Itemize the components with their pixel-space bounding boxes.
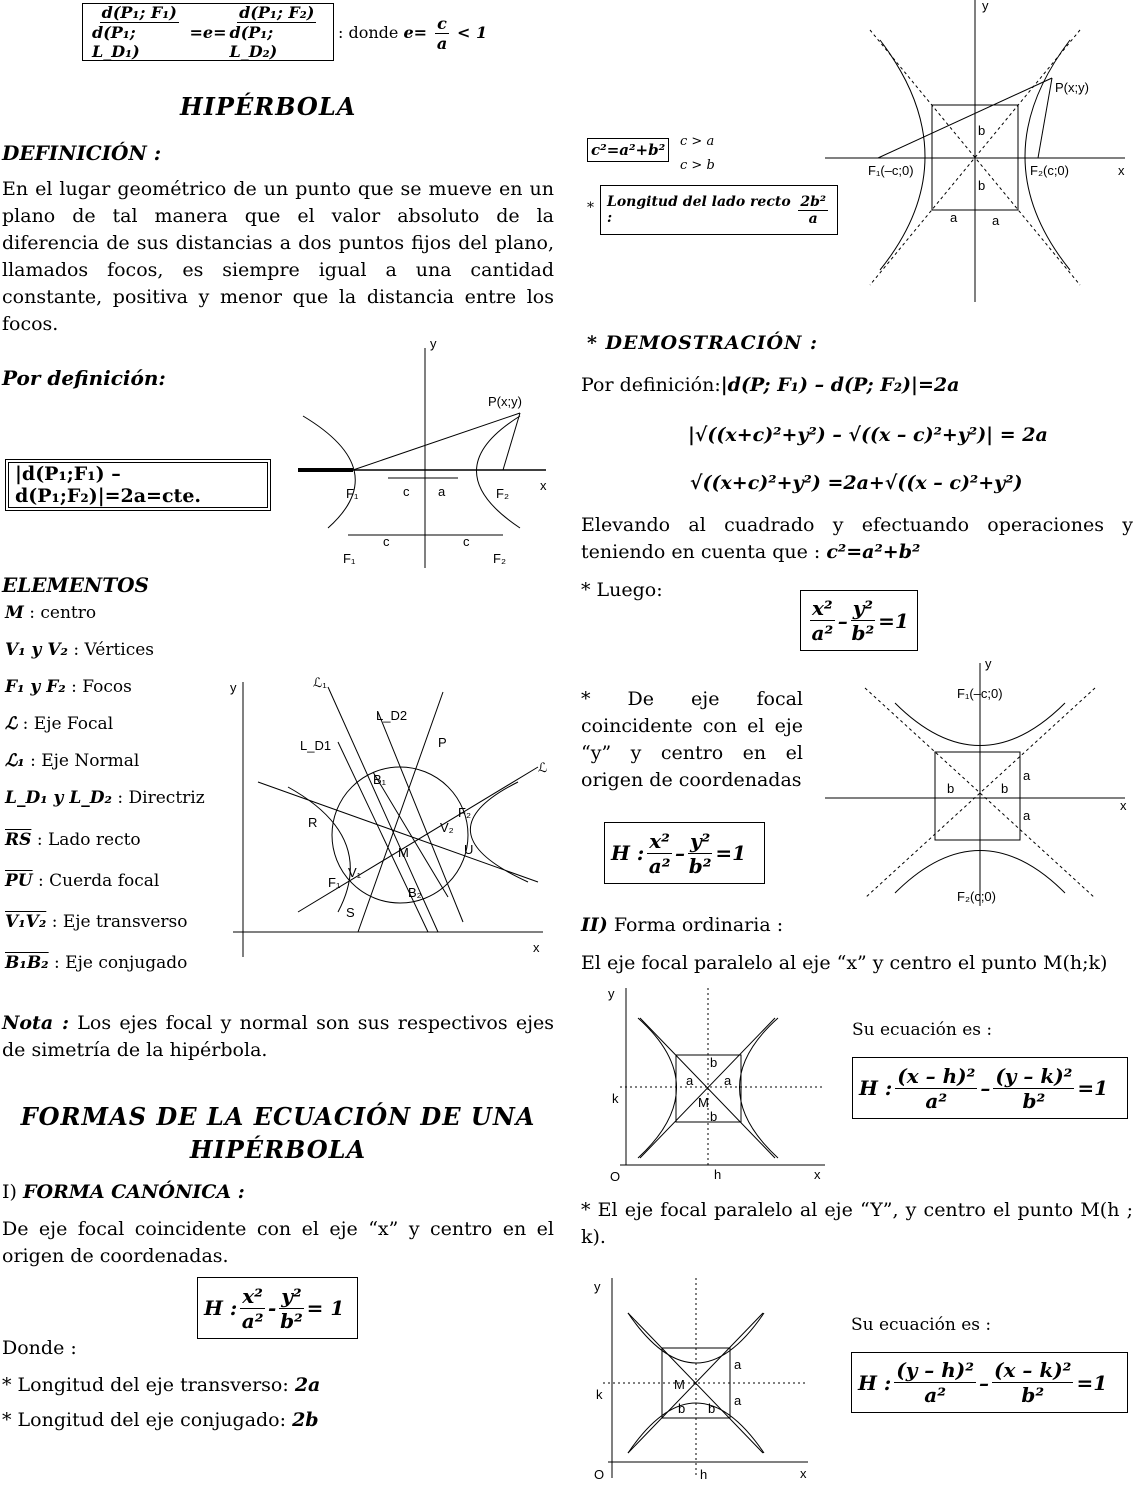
canonical-hyperbola-diagram xyxy=(820,0,1134,305)
donde-label: Donde : xyxy=(2,1337,77,1359)
elementos-items-0-sym-text: M xyxy=(5,603,24,623)
demostracion-line1 xyxy=(581,372,959,399)
ordinaria-label-text: Forma ordinaria : xyxy=(613,914,784,936)
ordinaria-f1-op-text: – xyxy=(980,1076,991,1100)
ordinaria-f1-d2-text: b² xyxy=(1022,1088,1046,1113)
diagram4-F2-text: F₂(c;0) xyxy=(957,889,996,904)
demostracion-rhs-text: =1 xyxy=(878,608,909,633)
su-ecuacion-label-2: Su ecuación es : xyxy=(851,1315,992,1335)
ordinary-x-equation-box xyxy=(852,1057,1128,1119)
eje_y-n2-text: y² xyxy=(689,828,711,853)
diagram3-x-text: x xyxy=(1118,163,1125,178)
demostracion-line3: √((x+c)²+y²) =2a+√((x – c)²+y²) xyxy=(690,472,1023,494)
relation-conditions xyxy=(680,130,715,178)
ordinaria-f1-lhs-text: H : xyxy=(859,1076,893,1100)
equals-e: =e= xyxy=(189,22,227,42)
diagram5-k-text: k xyxy=(612,1091,619,1106)
ordinaria-f1-d1-text: a² xyxy=(925,1088,948,1113)
diagram5-x-text: x xyxy=(814,1167,821,1182)
diagram5-O-text: O xyxy=(594,1467,605,1482)
diagram3-F2-text: F₂(c;0) xyxy=(1030,163,1069,178)
demostracion-line2: |√((x+c)²+y²) – √((x – c)²+y²)| = 2a xyxy=(688,424,1048,446)
diagram4-a-text: a xyxy=(1023,768,1031,783)
star: * xyxy=(587,200,594,216)
y-label: y xyxy=(430,338,437,351)
diagram2-S-text: S xyxy=(346,905,355,920)
diagram5-y-text: y xyxy=(608,986,615,1001)
diagram2-B1-text: B₁ xyxy=(373,772,387,787)
ordinaria-text2: * El eje focal paralelo al eje “Y”, y centro el punto M(h ; k). xyxy=(581,1199,1133,1248)
list-item xyxy=(5,912,205,953)
diagram2-L1-text: ℒ₁ xyxy=(313,675,327,690)
ordinaria-heading xyxy=(581,912,783,939)
ordinary-y-equation-box xyxy=(851,1352,1128,1413)
e-equals: e= xyxy=(403,23,428,42)
diagram2-M-text: M xyxy=(398,845,409,860)
diagram5-a-text: a xyxy=(734,1393,742,1408)
eccentricity-formula-box xyxy=(82,3,334,61)
diagram5-y-text: y xyxy=(594,1279,601,1294)
nota-label-text: Nota : xyxy=(2,1012,69,1034)
diagram2-L-text: ℒ xyxy=(538,760,548,775)
canonica-d1-text: a² xyxy=(241,1308,264,1333)
demostracion-heading: * DEMOSTRACIÓN : xyxy=(587,332,819,354)
demostracion-n1-text: x² xyxy=(812,596,833,620)
canonical-equation-box xyxy=(197,1277,358,1339)
relation-box: c²=a²+b² xyxy=(587,138,669,162)
right-branch xyxy=(477,416,521,528)
diagram5-O-text: O xyxy=(610,1169,621,1183)
diagram4-b-text: b xyxy=(1001,781,1009,796)
ordinaria-f2-op-text: – xyxy=(979,1370,990,1395)
list-item xyxy=(5,830,205,871)
demostracion-l4f-text: c²=a²+b² xyxy=(826,541,921,563)
eje_y-d2-text: b² xyxy=(688,853,712,878)
a-label: a xyxy=(438,484,446,499)
auxiliary-circle xyxy=(332,767,468,903)
ordinary-y-hyperbola-diagram xyxy=(588,1273,813,1483)
eje_y-lhs-text: H : xyxy=(611,841,645,865)
list-item xyxy=(5,871,205,912)
canonica-d2-text: b² xyxy=(280,1308,303,1333)
diagram2-V1-text: V₁ xyxy=(348,865,362,880)
diagram5-M-text: M xyxy=(698,1095,709,1110)
elementos-items-7-sym-text: $\overline{PU}$ xyxy=(5,871,33,891)
list-item xyxy=(5,788,205,830)
ordinary-x-hyperbola-diagram xyxy=(590,983,830,1183)
fraction-denominator: d(P₁; L_D₁) xyxy=(92,23,140,61)
demostracion-d1-text: a² xyxy=(811,621,834,645)
lado_recto-den-text: a xyxy=(808,210,818,227)
diagram2-V2-text: V₂ xyxy=(440,820,454,835)
elementos-items-8-sym-text: V₁V₂ xyxy=(5,912,47,932)
elementos-items-5-desc-text: : Directriz xyxy=(117,788,205,808)
diagram2-B2-text: B₂ xyxy=(408,885,422,900)
diagram5-k-text: k xyxy=(596,1387,603,1402)
diagram2-LD2-text: L_D2 xyxy=(376,708,408,723)
diagram4-y-text: y xyxy=(985,658,992,671)
demostracion-l1f-text: |d(P; F₁) – d(P; F₂)|=2a xyxy=(720,374,960,396)
diagram5-M-text: M xyxy=(674,1377,685,1392)
canonica-op-text: - xyxy=(267,1296,277,1320)
demostracion-l1-text: Por definición: xyxy=(581,374,721,396)
elementos-items-9-sym-text: B₁B₂ xyxy=(5,953,49,973)
ordinaria-f2-lhs-text: H : xyxy=(858,1370,892,1395)
canonica-n2-text: y² xyxy=(281,1283,302,1308)
diagram3-F1-text: F₁(–c;0) xyxy=(868,163,914,178)
list-item xyxy=(5,640,205,677)
x-label: x xyxy=(540,478,547,493)
canonica-heading-text: FORMA CANÓNICA : xyxy=(22,1181,245,1203)
page-title: HIPÉRBOLA xyxy=(180,92,357,121)
relation-c1-text: c > a xyxy=(680,134,715,149)
su-ecuacion-label: Su ecuación es : xyxy=(852,1020,993,1040)
canonica-prefix-text: I) xyxy=(2,1181,17,1203)
focus1-label: F₁ xyxy=(346,486,359,501)
less-than-one: < 1 xyxy=(457,23,488,42)
definition-formula-box: |d(P₁;F₁) – d(P₁;F₂)|=2a=cte. xyxy=(8,462,268,508)
elementos-items-4-sym-text: ℒ₁ xyxy=(5,751,25,771)
diagram4-x-text: x xyxy=(1120,798,1127,813)
list-item xyxy=(5,953,205,994)
list-item xyxy=(5,751,205,788)
elementos-items-7-desc-text: : Cuerda focal xyxy=(38,871,160,891)
ordinaria-f2-rhs-text: =1 xyxy=(1076,1370,1108,1395)
diagram2-LD1-text: L_D1 xyxy=(300,738,332,753)
c-label-bottom: c xyxy=(383,534,390,549)
diagram2-R-text: R xyxy=(308,815,318,830)
c-label-bottom: c xyxy=(463,534,470,549)
elements-list xyxy=(5,603,205,994)
diagram5-a-text: a xyxy=(734,1357,742,1372)
canonica-l2-text: * Longitud del eje conjugado: xyxy=(2,1409,287,1431)
canonica-n1-text: x² xyxy=(242,1283,263,1308)
ordinaria-f2-d1-text: a² xyxy=(924,1383,946,1407)
diagram3-y-text: y xyxy=(982,0,989,13)
lado-recto-box xyxy=(600,185,838,235)
diagram4-a-text: a xyxy=(1023,808,1031,823)
formas-heading-line1: FORMAS DE LA ECUACIÓN DE UNA xyxy=(20,1102,536,1131)
demostracion-n2-text: y² xyxy=(852,596,874,620)
fraction-denominator: d(P₁; L_D₂) xyxy=(229,23,278,61)
canonica-l1-text: * Longitud del eje transverso: xyxy=(2,1374,289,1396)
fraction-numerator: c xyxy=(437,14,447,33)
canonica-l1v-text: 2a xyxy=(294,1374,321,1396)
canonica-text: De eje focal coincidente con el eje “x” y centro en el origen de coordenadas. xyxy=(2,1218,554,1267)
diagram4-b-text: b xyxy=(947,781,955,796)
ordinaria-f2-n1-text: (y – h)² xyxy=(896,1358,975,1382)
eje-y-text: * De eje focal coincidente con el eje “y” y centro en el origen de coordenadas xyxy=(581,688,803,791)
elementos-items-1-desc-text: : Vértices xyxy=(73,640,155,660)
focus2-label-bottom: F₂ xyxy=(493,551,506,566)
eccentricity-condition xyxy=(338,14,487,53)
result-equation-box xyxy=(800,590,918,651)
vertical-hyperbola-diagram xyxy=(825,658,1130,908)
transverse-axis-length xyxy=(2,1372,320,1399)
diagram2-P-text: P xyxy=(438,735,447,750)
list-item xyxy=(5,677,205,714)
diagram5-b-text: b xyxy=(710,1055,718,1070)
eje_y-op-text: – xyxy=(674,841,685,865)
list-item xyxy=(5,603,205,640)
diagram5-a-text: a xyxy=(686,1073,694,1088)
diagram2-y-text: y xyxy=(230,680,237,695)
demostracion-d2-text: b² xyxy=(851,621,875,645)
elementos-items-1-sym-text: V₁ y V₂ xyxy=(5,640,68,660)
point-p-label: P(x;y) xyxy=(488,394,522,409)
diagram2-x-text: x xyxy=(533,940,540,955)
fraction-denominator: a xyxy=(436,34,448,53)
ordinaria-f1-n2-text: (y – k)² xyxy=(995,1063,1073,1088)
diagram2-U-text: U xyxy=(464,842,474,857)
eje_y-n1-text: x² xyxy=(649,828,670,853)
diagram3-P-text: P(x;y) xyxy=(1055,80,1089,95)
eje_y-rhs-text: =1 xyxy=(715,841,747,865)
relation-c2-text: c > b xyxy=(680,158,715,173)
diagram4-F1-text: F₁(–c;0) xyxy=(957,686,1003,701)
elementos-items-2-sym-text: F₁ y F₂ xyxy=(5,677,66,697)
eje_y-d1-text: a² xyxy=(648,853,671,878)
elementos-items-6-sym-text: $\overline{RS}$ xyxy=(5,830,32,850)
diagram2-F1-text: F₁ xyxy=(328,875,341,890)
ordinaria-text1: El eje focal paralelo al eje “x” y centro el punto M(h;k) xyxy=(581,952,1108,974)
luego-label: * Luego: xyxy=(581,579,663,601)
fraction-numerator: d(P₁; F₂) xyxy=(239,3,315,22)
elementos-items-5-sym-text: L_D₁ y L_D₂ xyxy=(5,788,112,808)
ordinaria-f2-d2-text: b² xyxy=(1021,1383,1045,1407)
diagram3-b-text: b xyxy=(978,178,986,193)
focus1-label-bottom: F₁ xyxy=(343,551,356,566)
hyperbola-elements-diagram xyxy=(228,672,553,964)
elementos-items-3-desc-text: : Eje Focal xyxy=(22,714,114,734)
eje-y-equation-box xyxy=(604,822,765,884)
canonica-lhs-text: H : xyxy=(204,1296,238,1320)
canonica-rhs-text: = 1 xyxy=(306,1296,345,1320)
elementos-heading: ELEMENTOS xyxy=(2,573,149,597)
nota-text-text: Los ejes focal y normal son sus respectivos ejes de simetría de la hipérbola. xyxy=(2,1012,554,1061)
canonica-l2v-text: 2b xyxy=(292,1409,319,1431)
elementos-items-9-desc-text: : Eje conjugado xyxy=(54,953,188,973)
formas-heading-line2: HIPÉRBOLA xyxy=(189,1135,367,1164)
donde-label: : donde xyxy=(338,23,399,42)
demostracion-l4-text: Elevando al cuadrado y efectuando operaciones y teniendo en cuenta que : xyxy=(581,514,1133,563)
focus2-label: F₂ xyxy=(496,486,509,501)
diagram2-F2-text: F₂ xyxy=(458,805,471,820)
definition-heading: DEFINICIÓN : xyxy=(2,141,162,165)
diagram5-b-text: b xyxy=(710,1109,718,1124)
lado_recto-num-text: 2b² xyxy=(800,193,826,210)
diagram5-x-text: x xyxy=(800,1466,807,1481)
ordinaria-f1-n1-text: (x – h)² xyxy=(897,1063,976,1088)
fraction-numerator: d(P₁; F₁) xyxy=(101,3,177,22)
list-item xyxy=(5,714,205,751)
diagram5-h-text: h xyxy=(714,1167,722,1182)
canonica-heading xyxy=(2,1179,245,1206)
elementos-items-0-desc-text: : centro xyxy=(29,603,97,623)
demostracion-line4 xyxy=(581,512,1133,566)
elementos-items-2-desc-text: : Focos xyxy=(71,677,132,697)
lado_recto-label-text: Longitud del lado recto : xyxy=(607,194,791,226)
elementos-items-3-sym-text: ℒ xyxy=(5,714,18,734)
conjugate-axis-length xyxy=(2,1407,319,1434)
c-label: c xyxy=(403,484,410,499)
por-definicion-heading: Por definición: xyxy=(2,366,166,390)
ordinaria-heading-text: II) xyxy=(581,914,608,936)
diagram5-h-text: h xyxy=(700,1467,708,1482)
diagram3-b-text: b xyxy=(978,123,986,138)
elementos-items-6-desc-text: : Lado recto xyxy=(36,830,141,850)
definition-text: En el lugar geométrico de un punto que se mueve en un plano de tal manera que el valor absoluto de la diferencia de sus distancias a dos puntos fijos del plano, llamados focos, es siempre igual a una cantidad constante, positiva y menor que la distancia entre los focos. xyxy=(2,178,554,335)
diagram5-b-text: b xyxy=(708,1401,716,1416)
diagram3-a-text: a xyxy=(950,210,958,225)
diagram3-a-text: a xyxy=(992,213,1000,228)
ordinaria-f2-n2-text: (x – k)² xyxy=(994,1358,1072,1382)
hyperbola-definition-diagram xyxy=(298,338,553,573)
diagram5-b-text: b xyxy=(678,1401,686,1416)
elementos-items-8-desc-text: : Eje transverso xyxy=(51,912,188,932)
elementos-items-4-desc-text: : Eje Normal xyxy=(30,751,140,771)
ordinaria-f1-rhs-text: =1 xyxy=(1077,1076,1109,1100)
diagram5-a-text: a xyxy=(724,1073,732,1088)
nota xyxy=(2,1010,554,1064)
demostracion-op-text: – xyxy=(837,608,848,633)
